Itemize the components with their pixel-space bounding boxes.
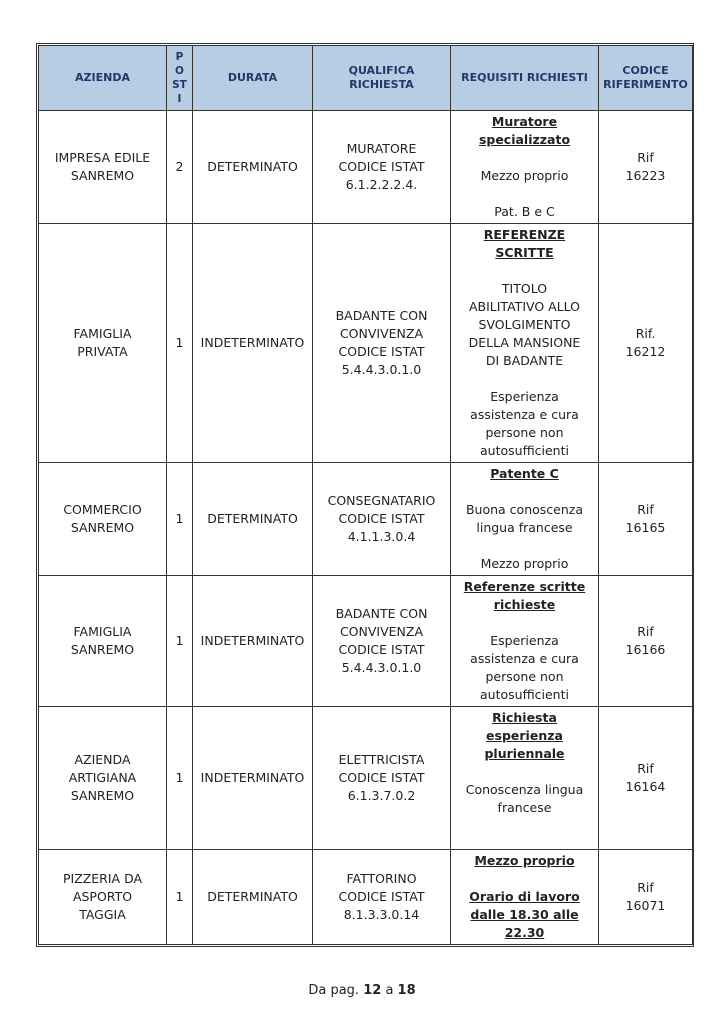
requirement-line: Orario di lavoro (469, 889, 580, 904)
cell-azienda: FAMIGLIA PRIVATA (39, 224, 167, 463)
cell-requisiti (451, 224, 599, 463)
requirement-line: TITOLO (501, 281, 548, 296)
requirement-line: dalle 18.30 alle (470, 907, 579, 922)
requirement-line (455, 149, 594, 167)
header-durata: DURATA (193, 46, 313, 111)
cell-qualifica: MURATORE CODICE ISTAT 6.1.2.2.2.4. (313, 111, 451, 224)
header-requisiti: REQUISITI RICHIESTI (451, 46, 599, 111)
table-body (39, 111, 693, 945)
cell-durata: INDETERMINATO (193, 576, 313, 707)
cell-requisiti (451, 463, 599, 576)
cell-codice: Rif 16166 (599, 576, 693, 707)
requirement-line (455, 537, 594, 555)
table-row (39, 463, 693, 576)
table-header-row (39, 46, 693, 111)
table-row (39, 707, 693, 850)
requirement-line: Mezzo proprio (474, 853, 575, 868)
table-row (39, 850, 693, 945)
requirement-line: persone non (485, 425, 564, 440)
cell-codice: Rif 16223 (599, 111, 693, 224)
cell-posti: 1 (167, 576, 193, 707)
requirement-line: Patente C (490, 466, 559, 481)
cell-posti: 1 (167, 224, 193, 463)
cell-durata: DETERMINATO (193, 463, 313, 576)
cell-codice: Rif. 16212 (599, 224, 693, 463)
cell-qualifica: FATTORINO CODICE ISTAT 8.1.3.3.0.14 (313, 850, 451, 945)
requirement-line: Muratore (491, 114, 558, 129)
requirement-line: SVOLGIMENTO (478, 317, 571, 332)
requirement-line: ABILITATIVO ALLO (468, 299, 581, 314)
requirement-line: Referenze scritte (463, 579, 586, 594)
requirement-line: Buona conoscenza (465, 502, 583, 517)
footer-separator: a (385, 983, 394, 998)
header-qualifica: QUALIFICA RICHIESTA (313, 46, 451, 111)
requirement-line: francese (497, 800, 552, 815)
requirement-line: autosufficienti (480, 687, 569, 702)
cell-durata: INDETERMINATO (193, 707, 313, 850)
requirement-line: pluriennale (484, 746, 565, 761)
requirement-line (455, 763, 594, 781)
cell-azienda: COMMERCIO SANREMO (39, 463, 167, 576)
requirement-line: Mezzo proprio (480, 168, 569, 183)
requirement-line: Pat. B e C (494, 204, 555, 219)
cell-codice: Rif 16071 (599, 850, 693, 945)
cell-qualifica: ELETTRICISTA CODICE ISTAT 6.1.3.7.0.2 (313, 707, 451, 850)
cell-codice: Rif 16164 (599, 707, 693, 850)
footer-prefix: Da pag. (308, 983, 360, 998)
cell-requisiti (451, 111, 599, 224)
cell-requisiti (451, 707, 599, 850)
footer-total-pages: 18 (397, 983, 416, 998)
table-row (39, 111, 693, 224)
requirement-line: persone non (485, 669, 564, 684)
requirement-line: autosufficienti (480, 443, 569, 458)
cell-posti: 1 (167, 707, 193, 850)
requirement-line: Mezzo proprio (480, 556, 569, 571)
table-row (39, 224, 693, 463)
cell-qualifica: BADANTE CON CONVIVENZA CODICE ISTAT 5.4.4.3.0.1.0 (313, 224, 451, 463)
page-footer (0, 983, 724, 998)
header-posti: P O ST I (167, 46, 193, 111)
requirement-line (455, 185, 594, 203)
cell-requisiti (451, 576, 599, 707)
cell-durata: INDETERMINATO (193, 224, 313, 463)
cell-durata: DETERMINATO (193, 850, 313, 945)
footer-page-number: 12 (363, 983, 382, 998)
cell-azienda: IMPRESA EDILE SANREMO (39, 111, 167, 224)
cell-requisiti (451, 850, 599, 945)
cell-codice: Rif 16165 (599, 463, 693, 576)
job-offers-table-frame (36, 43, 694, 947)
cell-azienda: PIZZERIA DA ASPORTO TAGGIA (39, 850, 167, 945)
requirement-line (455, 614, 594, 632)
requirement-line: assistenza e cura (470, 407, 579, 422)
requirement-line (455, 483, 594, 501)
job-offers-table (38, 45, 693, 945)
header-azienda: AZIENDA (39, 46, 167, 111)
cell-posti: 1 (167, 850, 193, 945)
requirement-line: 22.30 (504, 925, 545, 940)
requirement-line (455, 262, 594, 280)
requirement-line: esperienza (486, 728, 563, 743)
requirement-line: richieste (493, 597, 556, 612)
cell-azienda: FAMIGLIA SANREMO (39, 576, 167, 707)
cell-qualifica: BADANTE CON CONVIVENZA CODICE ISTAT 5.4.4.3.0.1.0 (313, 576, 451, 707)
requirement-line: assistenza e cura (470, 651, 579, 666)
requirement-line: Conoscenza lingua (465, 782, 584, 797)
requirement-line: SCRITTE (495, 245, 554, 260)
requirement-line: DI BADANTE (485, 353, 564, 368)
requirement-line (455, 870, 594, 888)
requirement-line: DELLA MANSIONE (468, 335, 581, 350)
requirement-line: lingua francese (476, 520, 573, 535)
header-codice: CODICE RIFERIMENTO (599, 46, 693, 111)
cell-qualifica: CONSEGNATARIO CODICE ISTAT 4.1.1.3.0.4 (313, 463, 451, 576)
requirement-line: REFERENZE (483, 227, 566, 242)
cell-durata: DETERMINATO (193, 111, 313, 224)
requirement-line: Esperienza (490, 633, 559, 648)
requirement-line (455, 370, 594, 388)
requirement-line: specializzato (478, 132, 571, 147)
requirement-line: Richiesta (492, 710, 557, 725)
cell-azienda: AZIENDA ARTIGIANA SANREMO (39, 707, 167, 850)
table-row (39, 576, 693, 707)
requirement-line: Esperienza (490, 389, 559, 404)
cell-posti: 1 (167, 463, 193, 576)
cell-posti: 2 (167, 111, 193, 224)
